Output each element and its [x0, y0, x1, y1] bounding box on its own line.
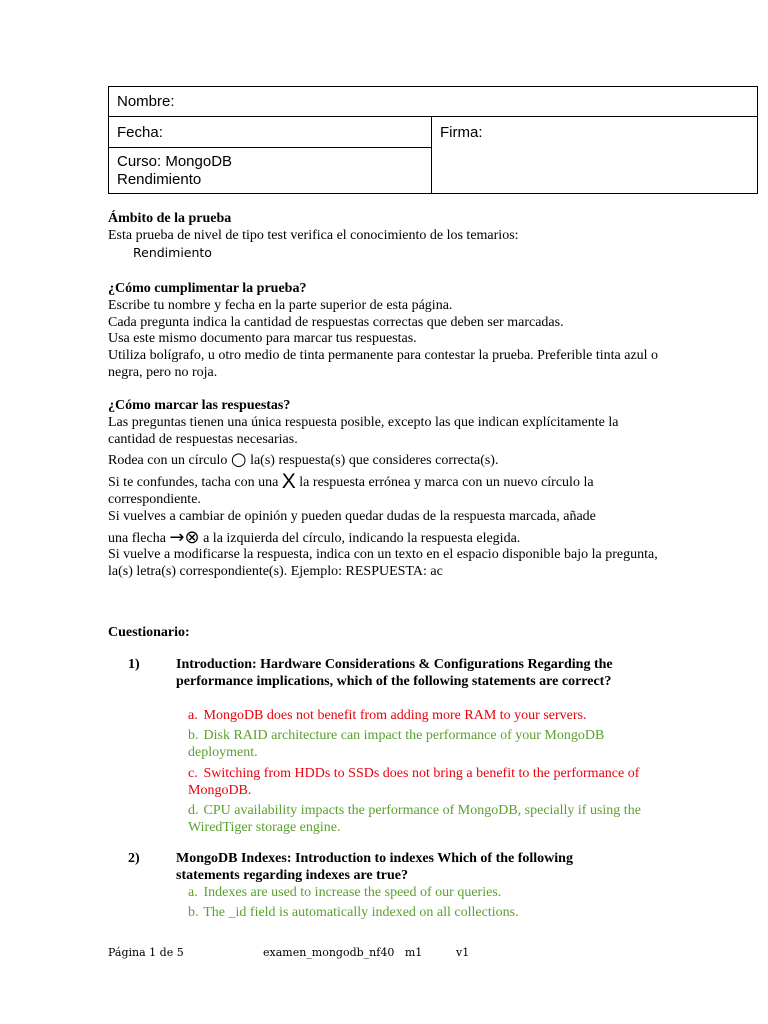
cross-icon: X: [281, 470, 296, 494]
option-1d[interactable]: [188, 802, 648, 836]
option-letter: d.: [188, 803, 199, 818]
ambito-section: [108, 211, 668, 261]
cumplimentar-section: [108, 281, 668, 382]
option-letter: a.: [188, 708, 198, 723]
version-label: v1: [456, 946, 470, 959]
question-number: 1): [128, 657, 140, 672]
option-text: The _id field is automatically indexed on all collections.: [203, 905, 519, 920]
option-text: CPU availability impacts the performance of MongoDB, specially if using the WiredTiger storage engine.: [188, 803, 641, 835]
option-text: Disk RAID architecture can impact the performance of your MongoDB deployment.: [188, 728, 605, 760]
circle-text-after: la(s) respuesta(s) que consideres correcta(s).: [250, 453, 499, 469]
doubt-line: Si vuelves a cambiar de opinión y pueden quedar dudas de la respuesta marcada, añade: [108, 508, 596, 524]
marcar-title: ¿Cómo marcar las respuestas?: [108, 398, 291, 413]
marcar-section: [108, 398, 668, 581]
circle-text-before: Rodea con un círculo: [108, 453, 228, 469]
option-letter: a.: [188, 885, 198, 900]
option-letter: b.: [188, 905, 199, 920]
arrow-instruction: [108, 526, 668, 548]
cumplimentar-title: ¿Cómo cumplimentar la prueba?: [108, 281, 307, 296]
curso-line2: Rendimiento: [117, 171, 202, 188]
arrow-circle-x-icon: →⊗: [169, 526, 200, 548]
page-number: Página 1 de 5: [108, 946, 184, 959]
header-form: [108, 86, 758, 194]
arrow-text-after: a la izquierda del círculo, indicando la respuesta elegida.: [203, 530, 521, 546]
cuestionario-heading: Cuestionario:: [108, 625, 190, 640]
option-text: MongoDB does not benefit from adding more RAM to your servers.: [203, 708, 587, 723]
option-1a[interactable]: [188, 707, 648, 724]
option-text: Indexes are used to increase the speed of our queries.: [203, 885, 502, 900]
modify-line: Si vuelve a modificarse la respuesta, indica con un texto en el espacio disponible bajo la pregunta, la(s) letra(s) correspondiente(s). Ejemplo: RESPUESTA: ac: [108, 547, 658, 580]
marcar-intro: Las preguntas tienen una única respuesta posible, excepto las que indican explícitamente la cantidad de respuestas necesarias.: [108, 414, 619, 447]
file-name: examen_mongodb_nf40 m1: [263, 946, 423, 959]
option-text: Switching from HDDs to SSDs does not bring a benefit to the performance of MongoDB.: [188, 766, 640, 798]
cuestionario-title: [108, 625, 668, 642]
option-2a[interactable]: [188, 884, 648, 901]
question-number: 2): [128, 851, 140, 866]
firma-label: Firma:: [440, 124, 483, 141]
x-text-before: Si te confundes, tacha con una: [108, 475, 279, 491]
instruction-line: Utiliza bolígrafo, u otro medio de tinta permanente para contestar la prueba. Preferible tinta azul o negra, pero no roja.: [108, 348, 659, 380]
instruction-line: Escribe tu nombre y fecha en la parte superior de esta página.: [108, 297, 453, 313]
option-2b[interactable]: [188, 904, 648, 921]
circle-icon: ○: [230, 449, 247, 471]
question-text: MongoDB Indexes: Introduction to indexes Which of the following statements regarding indexes are true?: [176, 851, 573, 883]
curso-label: [109, 153, 232, 189]
circle-instruction: [108, 449, 668, 471]
x-text-after: la respuesta errónea y marca con un nuevo círculo la correspondiente.: [108, 475, 594, 507]
option-letter: c.: [188, 766, 198, 781]
page-footer: [108, 946, 470, 959]
instruction-line: Usa este mismo documento para marcar tus respuestas.: [108, 331, 417, 347]
curso-line1: Curso: MongoDB: [117, 153, 233, 170]
question-text: Introduction: Hardware Considerations & Configurations Regarding the performance implications, which of the following statements are correct?: [176, 657, 613, 689]
option-letter: b.: [188, 728, 199, 743]
nombre-label: Nombre:: [117, 93, 175, 110]
fecha-label: Fecha:: [117, 124, 163, 141]
ambito-title: Ámbito de la prueba: [108, 211, 232, 226]
option-1c[interactable]: [188, 765, 648, 799]
ambito-text: Esta prueba de nivel de tipo test verifica el conocimiento de los temarios:: [108, 227, 519, 243]
divider: [109, 147, 431, 148]
divider: [109, 116, 757, 117]
x-instruction: [108, 470, 668, 509]
instruction-line: Cada pregunta indica la cantidad de respuestas correctas que deben ser marcadas.: [108, 314, 564, 330]
arrow-text-before: una flecha: [108, 530, 166, 546]
ambito-topic: Rendimiento: [133, 244, 212, 260]
option-1b[interactable]: [188, 727, 648, 761]
